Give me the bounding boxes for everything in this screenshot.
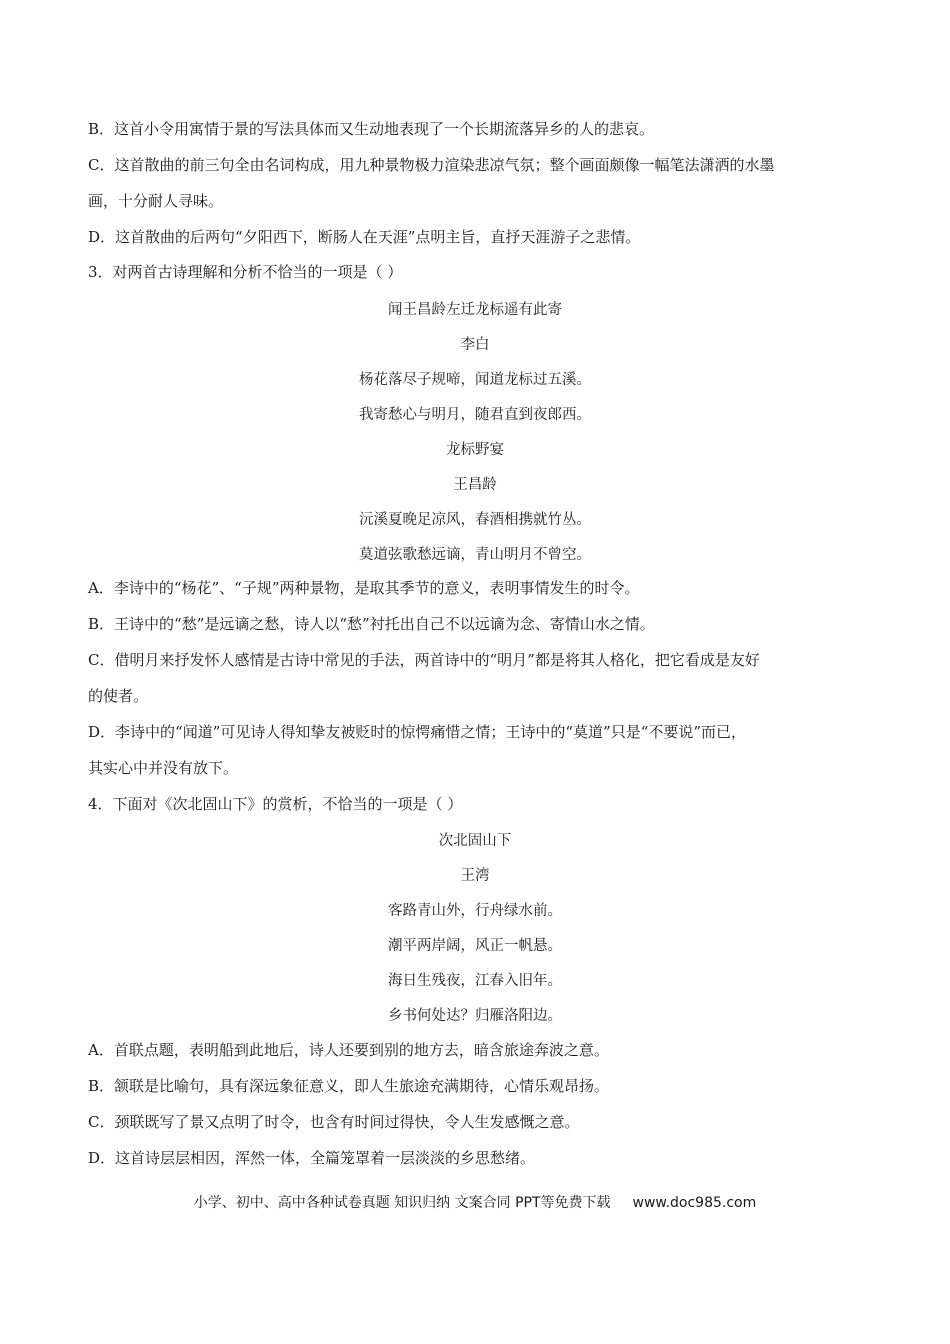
q3-option-d-line2: 其实心中并没有放下。 — [88, 759, 239, 777]
q4-poem-line: 潮平两岸阔，风正一帆悬。 — [388, 938, 562, 954]
q3-poem2-title: 龙标野宴 — [446, 442, 504, 458]
q2-option-d: D．这首散曲的后两句“夕阳西下，断肠人在天涯”点明主旨，直抒天涯游子之悲情。 — [88, 228, 641, 246]
q3-poem1-title: 闻王昌龄左迁龙标遥有此寄 — [388, 302, 562, 318]
q3-option-c-line1: C．借明月来抒发怀人感情是古诗中常见的手法，两首诗中的“明月”都是将其人格化，把它看成是友好 — [88, 651, 760, 669]
q2-option-b: B．这首小令用寓情于景的写法具体而又生动地表现了一个长期流落异乡的人的悲哀。 — [88, 120, 655, 138]
q3-poem2-line: 莫道弦歌愁远谪，青山明月不曾空。 — [359, 547, 591, 563]
q3-poem2-author: 王昌龄 — [453, 477, 497, 493]
q3-poem2-line: 沅溪夏晚足凉风，春酒相携就竹丛。 — [359, 512, 591, 528]
q3-stem: 3．对两首古诗理解和分析不恰当的一项是（ ） — [88, 263, 403, 281]
footer-site-link[interactable]: www.doc985.com — [632, 1195, 757, 1211]
footer-text: 小学、初中、高中各种试卷真题 知识归纳 文案合同 PPT等免费下载 — [193, 1195, 611, 1211]
q3-option-c-line2: 的使者。 — [88, 687, 149, 705]
q4-poem-line: 乡书何处达？归雁洛阳边。 — [388, 1008, 562, 1024]
q4-poem-title: 次北固山下 — [438, 833, 512, 849]
q4-option-b: B．颔联是比喻句，具有深远象征意义，即人生旅途充满期待，心情乐观昂扬。 — [88, 1077, 610, 1095]
q4-option-c: C．颈联既写了景又点明了时令，也含有时间过得快，令人生发感慨之意。 — [88, 1113, 580, 1131]
q3-poem1-line: 杨花落尽子规啼，闻道龙标过五溪。 — [359, 372, 591, 388]
q4-option-a: A．首联点题，表明船到此地后，诗人还要到别的地方去，暗含旅途奔波之意。 — [88, 1041, 609, 1059]
q4-poem-author: 王湾 — [460, 868, 490, 884]
q4-stem: 4．下面对《次北固山下》的赏析，不恰当的一项是（ ） — [88, 795, 463, 813]
q2-option-c-line2: 画，十分耐人寻味。 — [88, 192, 224, 210]
q4-option-d: D．这首诗层层相因，浑然一体，全篇笼罩着一层淡淡的乡思愁绪。 — [88, 1149, 536, 1167]
q4-poem-line: 海日生残夜，江春入旧年。 — [388, 973, 562, 989]
q4-poem-line: 客路青山外，行舟绿水前。 — [388, 903, 562, 919]
q3-option-b: B．王诗中的“愁”是远谪之愁，诗人以“愁”衬托出自己不以远谪为念、寄情山水之情。 — [88, 615, 655, 633]
q2-option-c-line1: C．这首散曲的前三句全由名词构成，用九种景物极力渲染悲凉气氛；整个画面颇像一幅笔法潇洒的水墨 — [88, 156, 775, 174]
q3-poem1-author: 李白 — [460, 337, 490, 353]
q3-option-d-line1: D．李诗中的“闻道”可见诗人得知挚友被贬时的惊愕痛惜之情；王诗中的“莫道”只是“不要说”而已， — [88, 723, 747, 741]
q3-option-a: A．李诗中的“杨花”、“子规”两种景物，是取其季节的意义，表明事情发生的时令。 — [88, 579, 640, 597]
q3-poem1-line: 我寄愁心与明月，随君直到夜郎西。 — [359, 407, 591, 423]
page-footer — [0, 1192, 950, 1212]
